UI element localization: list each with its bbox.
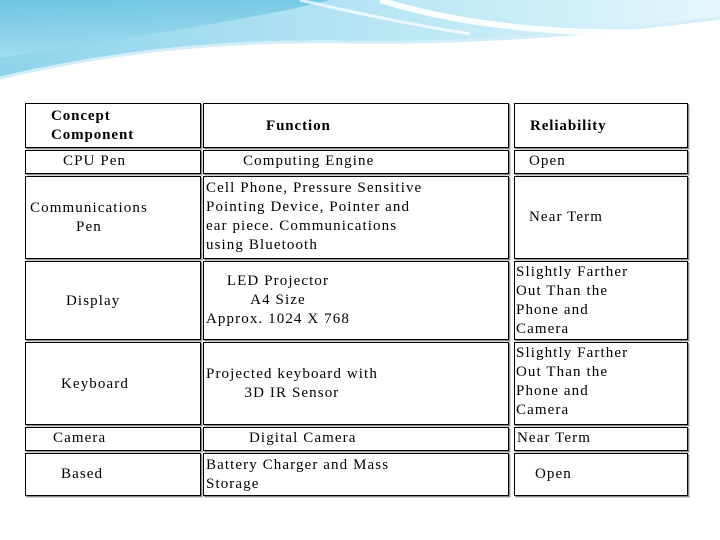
row-based-component-cell xyxy=(25,453,201,496)
row-cpu-pen-function: Computing Engine xyxy=(243,153,375,169)
decorative-wave-banner xyxy=(0,0,720,95)
row-cpu-pen-component-cell xyxy=(25,150,201,174)
row-cpu-pen-reliability-cell xyxy=(514,150,688,174)
row-based-reliability: Open xyxy=(535,466,572,482)
row-keyboard-function-cell xyxy=(203,342,509,425)
row-communications-pen-component-cell xyxy=(25,176,201,259)
row-camera-component: Camera xyxy=(53,430,107,446)
row-communications-pen-reliability: Near Term xyxy=(529,209,603,225)
row-display-function: LED Projector A4 Size Approx. 1024 X 768 xyxy=(206,273,350,327)
row-keyboard-component: Keyboard xyxy=(61,376,129,392)
row-based-reliability-cell xyxy=(514,453,688,496)
row-display-reliability: Slightly Farther Out Than the Phone and Camera xyxy=(516,264,629,337)
row-camera-reliability: Near Term xyxy=(517,430,591,446)
header-function-label: Function xyxy=(266,118,331,134)
row-communications-pen-function: Cell Phone, Pressure Sensitive Pointing Device, Pointer and ear piece. Communications using Bluetooth xyxy=(206,180,423,253)
row-based-component: Based xyxy=(61,466,104,482)
row-keyboard-component-cell xyxy=(25,342,201,425)
header-function-cell xyxy=(203,103,509,148)
row-display-reliability-cell xyxy=(514,261,688,340)
header-component-cell xyxy=(25,103,201,148)
row-keyboard-function: Projected keyboard with 3D IR Sensor xyxy=(206,366,378,401)
row-camera-function-cell xyxy=(203,427,509,451)
row-based-function-cell xyxy=(203,453,509,496)
row-cpu-pen-component: CPU Pen xyxy=(63,153,127,169)
row-display-function-cell xyxy=(203,261,509,340)
header-reliability-cell xyxy=(514,103,688,148)
row-camera-component-cell xyxy=(25,427,201,451)
header-component-label: Concept Component xyxy=(51,108,135,143)
row-communications-pen-reliability-cell xyxy=(514,176,688,259)
row-display-component: Display xyxy=(66,293,121,309)
row-keyboard-reliability: Slightly Farther Out Than the Phone and Camera xyxy=(516,345,629,418)
row-camera-function: Digital Camera xyxy=(249,430,357,446)
concept-component-table xyxy=(22,103,694,501)
header-reliability-label: Reliability xyxy=(530,118,607,134)
row-display-component-cell xyxy=(25,261,201,340)
row-camera-reliability-cell xyxy=(514,427,688,451)
row-communications-pen-component: Communications Pen xyxy=(30,200,148,235)
row-communications-pen-function-cell xyxy=(203,176,509,259)
row-based-function: Battery Charger and Mass Storage xyxy=(206,457,390,492)
row-cpu-pen-reliability: Open xyxy=(529,153,566,169)
row-cpu-pen-function-cell xyxy=(203,150,509,174)
row-keyboard-reliability-cell xyxy=(514,342,688,425)
